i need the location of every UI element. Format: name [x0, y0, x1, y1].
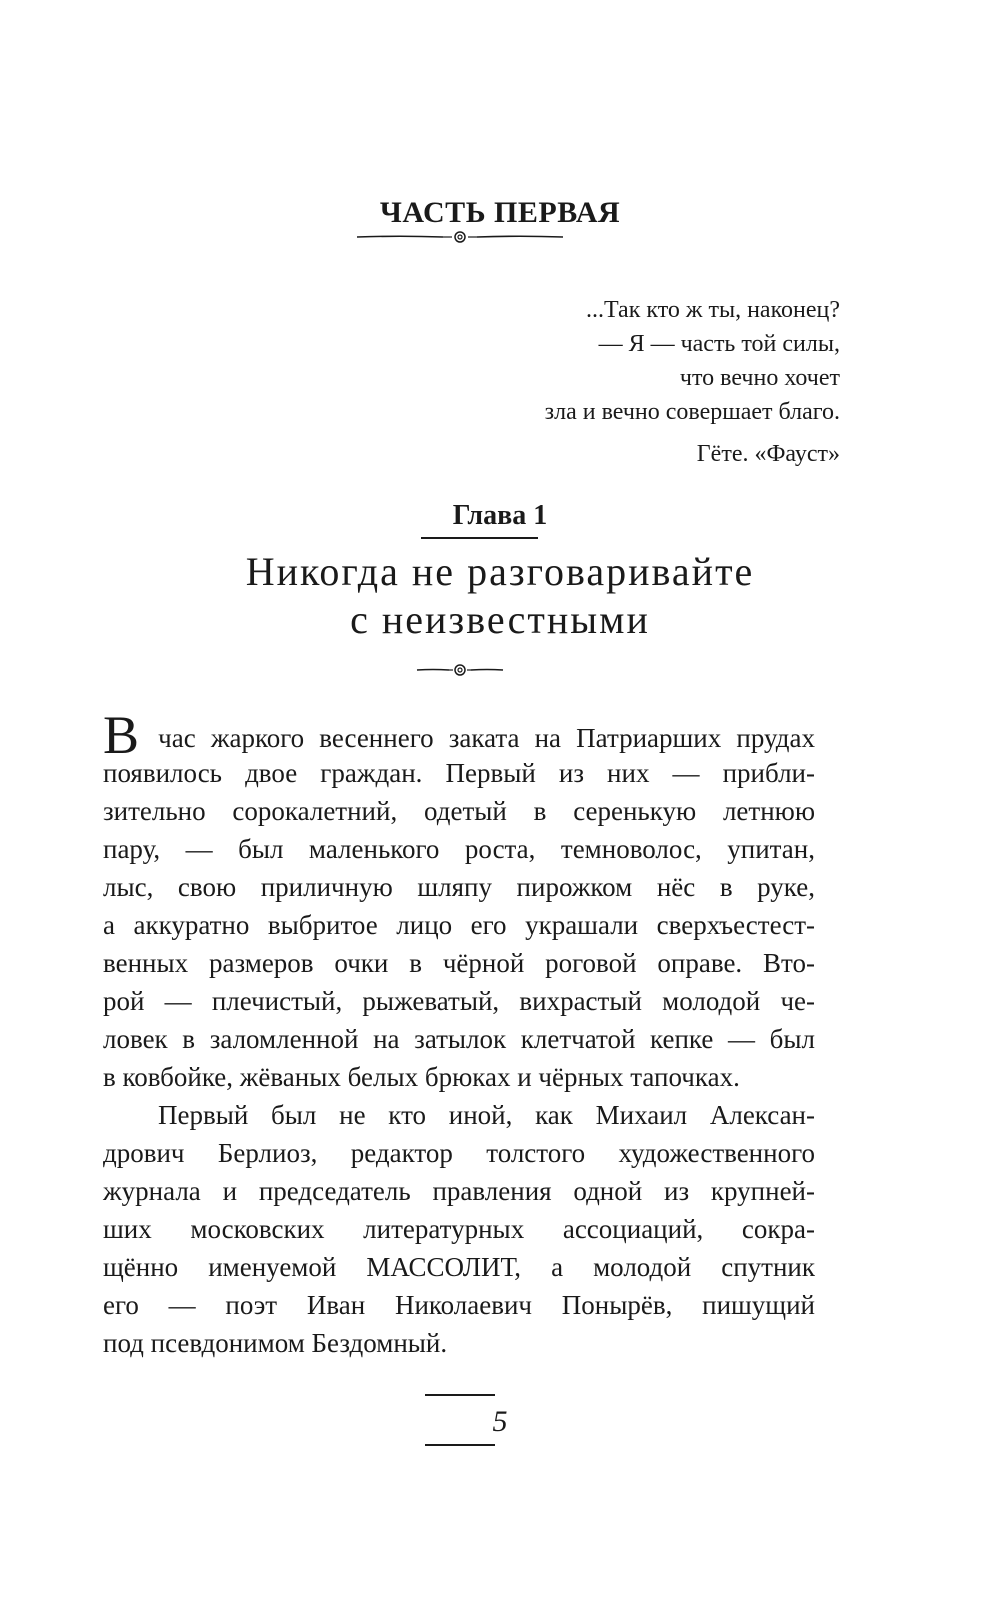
text-line: зительно сорокалетний, одетый в серенькую летнюю: [103, 796, 815, 826]
page-number: 5: [492, 1405, 508, 1438]
epigraph-line: — Я — часть той силы,: [598, 331, 840, 357]
part-title: ЧАСТЬ ПЕРВАЯ: [379, 196, 621, 229]
text-line: ших московских литературных ассоциаций, сокра-: [103, 1214, 815, 1244]
chapter-title-line: Никогда не разговаривайте: [245, 549, 755, 594]
chapter-number: Глава 1: [452, 500, 548, 531]
page-number-rule-top: [425, 1394, 495, 1396]
chapter-title-line: с неизвестными: [350, 597, 650, 642]
text-line: а аккуратно выбритое лицо его украшали сверхъестест-: [103, 910, 815, 940]
body-text: [103, 705, 815, 1362]
epigraph-line: зла и вечно совершает благо.: [544, 399, 840, 425]
epigraph-line: что вечно хочет: [679, 365, 840, 391]
chapter-title: [0, 548, 1000, 644]
chapter-ornament-divider: [415, 662, 505, 678]
epigraph-line: ...Так кто ж ты, наконец?: [585, 297, 840, 323]
text-line: рой — плечистый, рыжеватый, вихрастый молодой че-: [103, 986, 815, 1016]
text-line: лыс, свою приличную шляпу пирожком нёс в руке,: [103, 872, 815, 902]
text-line: Первый был не кто иной, как Михаил Алексан-: [158, 1100, 815, 1130]
text-line: венных размеров очки в чёрной роговой оправе. Вто-: [103, 948, 815, 978]
text-line: щённо именуемой МАССОЛИТ, а молодой спутник: [103, 1252, 815, 1282]
text-line: его — поэт Иван Николаевич Понырёв, пишущий: [103, 1290, 815, 1320]
page-number-rule-bottom: [425, 1444, 495, 1446]
text-line: появилось двое граждан. Первый из них — прибли-: [103, 758, 815, 788]
text-line: журнала и председатель правления одной из крупней-: [103, 1176, 815, 1206]
text-line: В час жаркого весеннего заката на Патриарших прудах: [103, 705, 815, 765]
text-line: пару, — был маленького роста, темноволос, упитан,: [103, 834, 815, 864]
drop-cap: В: [103, 705, 140, 765]
text-line: ловек в заломленной на затылок клетчатой кепке — был: [103, 1024, 815, 1054]
text-line: в ковбойке, жёваных белых брюках и чёрных тапочках.: [103, 1062, 740, 1092]
text-line: дрович Берлиоз, редактор толстого художественного: [103, 1138, 815, 1168]
text-line: под псевдонимом Бездомный.: [103, 1328, 448, 1358]
epigraph: [545, 293, 840, 471]
chapter-rule: [421, 537, 538, 539]
epigraph-source: Гёте. «Фауст»: [696, 441, 840, 467]
part-ornament-divider: [355, 229, 565, 245]
